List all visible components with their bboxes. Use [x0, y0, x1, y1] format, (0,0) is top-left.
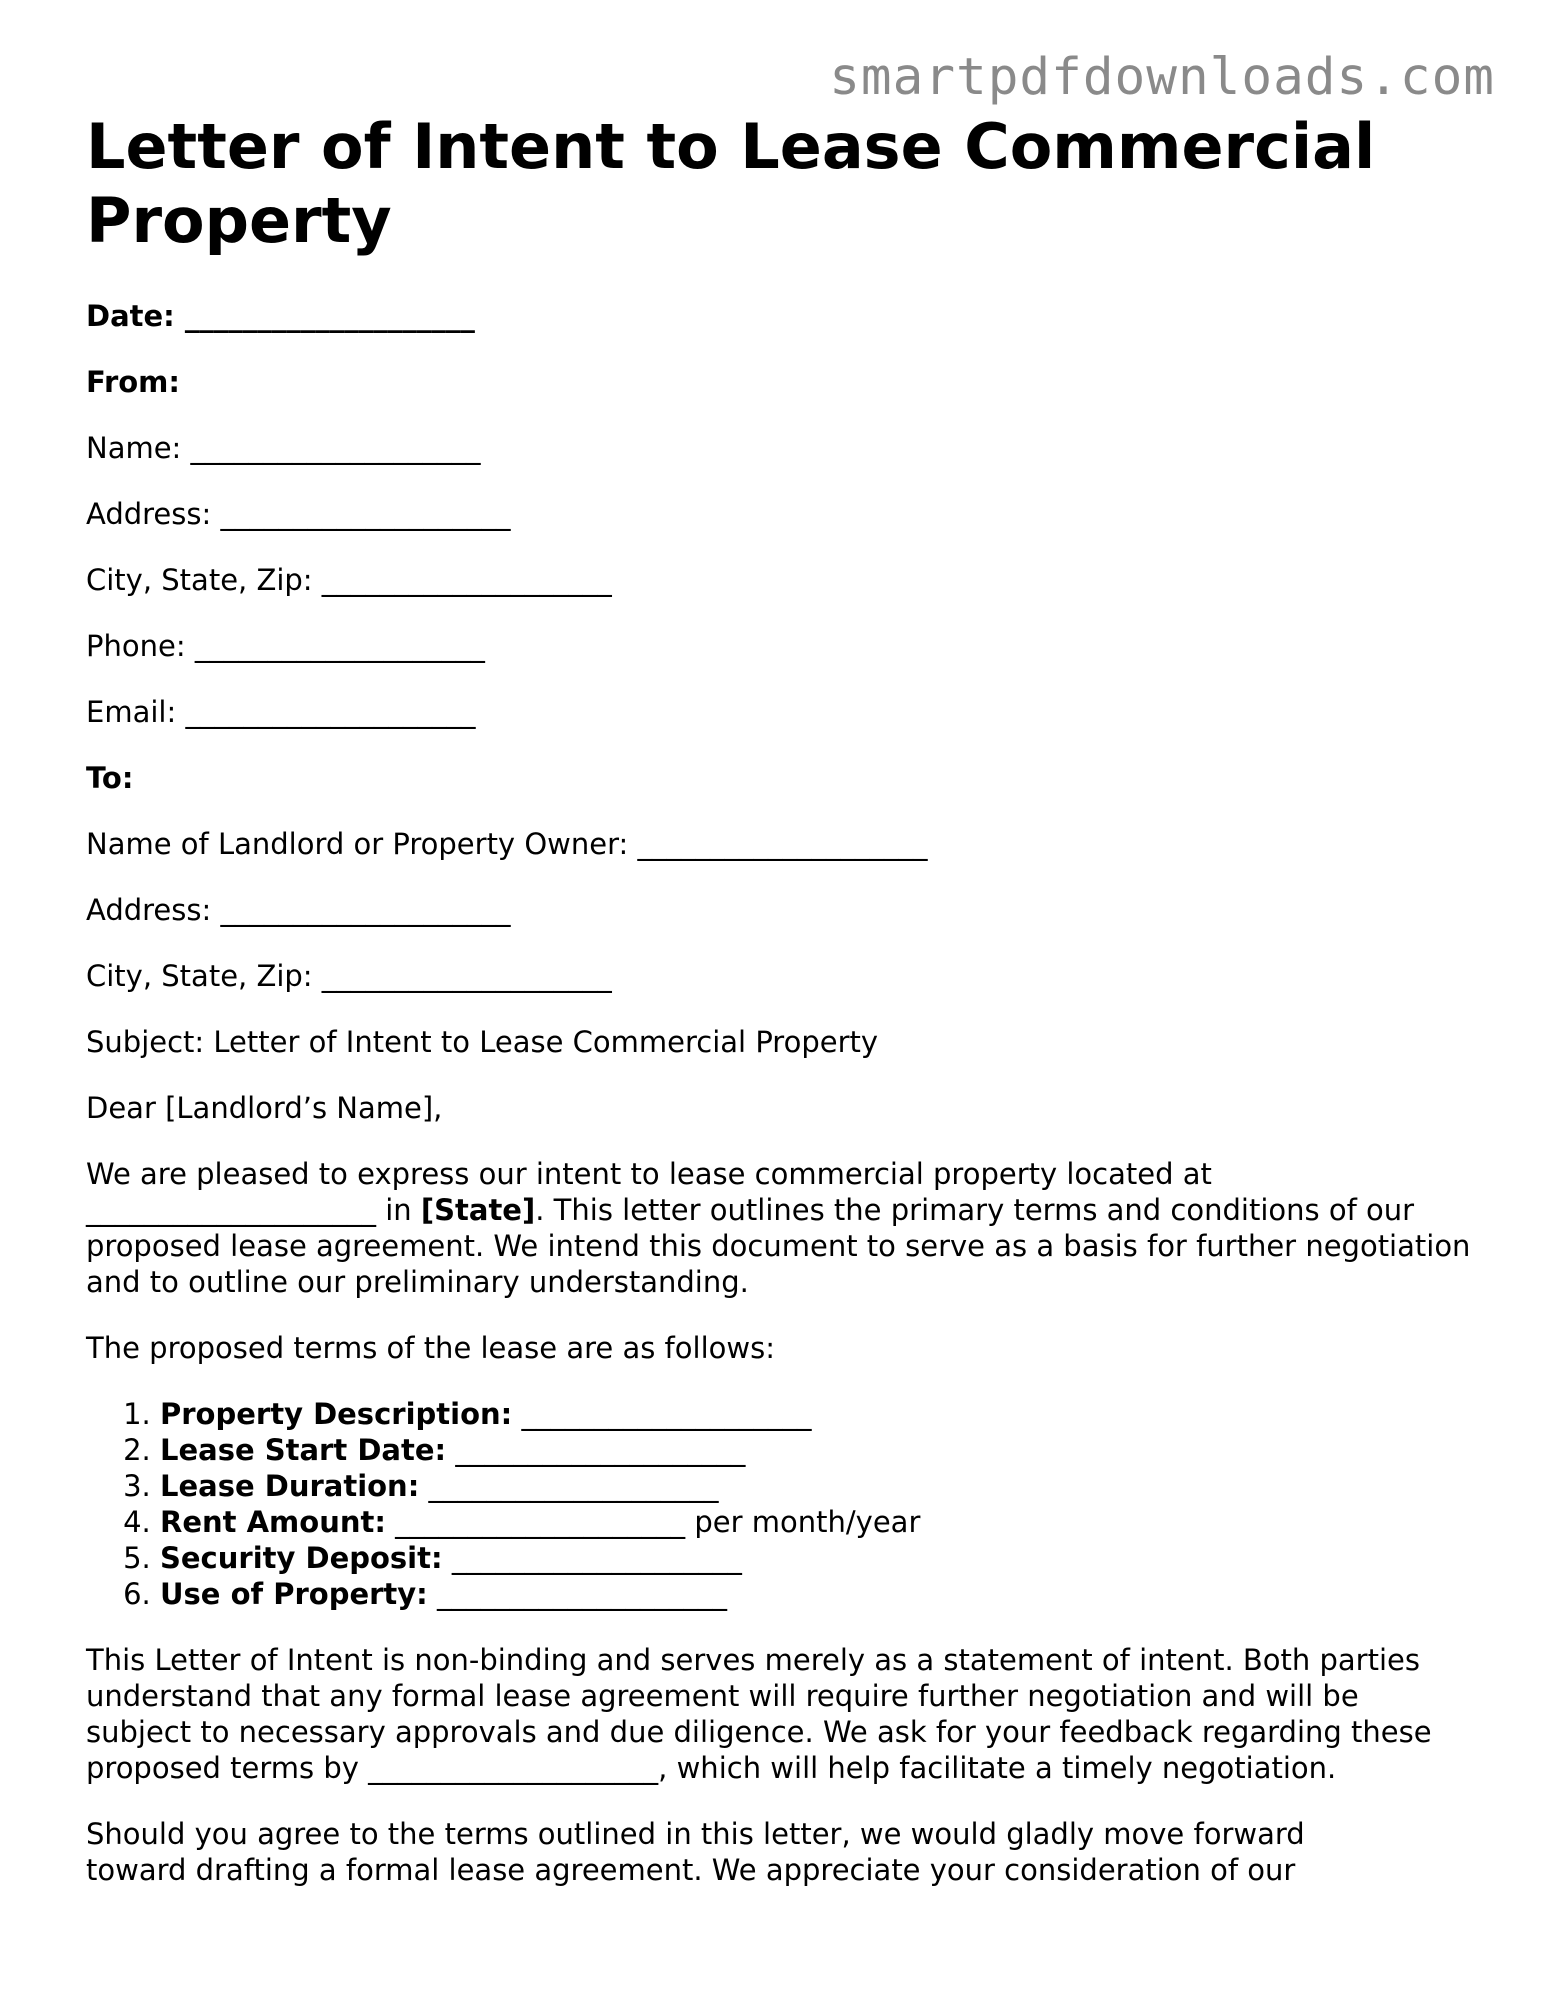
from-city-blank[interactable]: ____________________ [321, 563, 612, 597]
term-blank[interactable]: ____________________ [521, 1397, 812, 1431]
to-city-blank[interactable]: ____________________ [321, 959, 612, 993]
term-blank[interactable]: ____________________ [428, 1469, 719, 1503]
term-blank[interactable]: ____________________ [395, 1505, 686, 1539]
from-phone-line [86, 628, 1476, 664]
term-blank[interactable]: ____________________ [451, 1541, 742, 1575]
intro-state: [State] [420, 1193, 536, 1227]
date-label: Date: [86, 299, 175, 333]
intro-text-2: in [376, 1193, 421, 1227]
term-label: Use of Property: [160, 1577, 428, 1611]
nonbinding-text-1: This Letter of Intent is non-binding and serves merely as a statement of intent. Both parties understand that any formal lease agreement will require further negotiation and will be subject to necessary approvals and due diligence. We ask for your feedback regarding these proposed terms by [86, 1643, 1432, 1785]
document-page [86, 110, 1476, 1888]
from-address-line [86, 496, 1476, 532]
list-item [160, 1468, 1476, 1504]
salutation: Dear [Landlord’s Name], [86, 1091, 443, 1125]
list-item [160, 1396, 1476, 1432]
list-item [160, 1432, 1476, 1468]
terms-intro: The proposed terms of the lease are as follows: [86, 1331, 775, 1365]
to-heading: To: [86, 761, 134, 795]
intro-text-1: We are pleased to express our intent to lease commercial property located at [86, 1157, 1212, 1191]
intro-text-3: . This letter outlines the primary terms and conditions of our proposed lease agreement. We intend this document to serve as a basis for further negotiation and to outline our preliminary understanding. [86, 1193, 1471, 1299]
to-owner-blank[interactable]: ____________________ [637, 827, 928, 861]
term-blank[interactable]: ____________________ [437, 1577, 728, 1611]
list-item [160, 1504, 1476, 1540]
to-city-label: City, State, Zip: [86, 959, 313, 993]
from-email-line [86, 694, 1476, 730]
list-item [160, 1540, 1476, 1576]
from-address-blank[interactable]: ____________________ [220, 497, 511, 531]
from-city-line [86, 562, 1476, 598]
term-label: Lease Start Date: [160, 1433, 447, 1467]
term-label: Security Deposit: [160, 1541, 443, 1575]
intro-paragraph [86, 1156, 1476, 1300]
to-owner-label: Name of Landlord or Property Owner: [86, 827, 629, 861]
to-address-blank[interactable]: ____________________ [220, 893, 511, 927]
to-address-line [86, 892, 1476, 928]
term-blank[interactable]: ____________________ [455, 1433, 746, 1467]
from-email-label: Email: [86, 695, 177, 729]
term-label: Property Description: [160, 1397, 513, 1431]
from-phone-blank[interactable]: ____________________ [194, 629, 485, 663]
intro-location-blank[interactable]: ____________________ [86, 1193, 376, 1227]
to-address-label: Address: [86, 893, 212, 927]
from-phone-label: Phone: [86, 629, 186, 663]
terms-list [86, 1396, 1476, 1612]
closing-paragraph: Should you agree to the terms outlined in this letter, we would gladly move forward toward drafting a formal lease agreement. We appreciate your consideration of our [86, 1817, 1305, 1887]
to-city-line [86, 958, 1476, 994]
date-blank[interactable]: ____________________ [184, 299, 475, 333]
from-name-line [86, 430, 1476, 466]
document-title: Letter of Intent to Lease Commercial Property [86, 110, 1376, 257]
term-label: Lease Duration: [160, 1469, 420, 1503]
feedback-date-blank[interactable]: ____________________ [368, 1751, 659, 1785]
from-heading: From: [86, 365, 180, 399]
from-address-label: Address: [86, 497, 212, 531]
from-city-label: City, State, Zip: [86, 563, 313, 597]
from-name-label: Name: [86, 431, 182, 465]
term-label: Rent Amount: [160, 1505, 386, 1539]
from-name-blank[interactable]: ____________________ [190, 431, 481, 465]
watermark-text: smartpdfdownloads.com [829, 48, 1495, 107]
to-owner-line [86, 826, 1476, 862]
list-item [160, 1576, 1476, 1612]
nonbinding-text-2: , which will help facilitate a timely negotiation. [658, 1751, 1337, 1785]
date-line [86, 298, 1476, 334]
subject-line: Subject: Letter of Intent to Lease Commercial Property [86, 1025, 879, 1059]
term-suffix: per month/year [685, 1505, 921, 1539]
nonbinding-paragraph [86, 1642, 1466, 1786]
from-email-blank[interactable]: ____________________ [185, 695, 476, 729]
